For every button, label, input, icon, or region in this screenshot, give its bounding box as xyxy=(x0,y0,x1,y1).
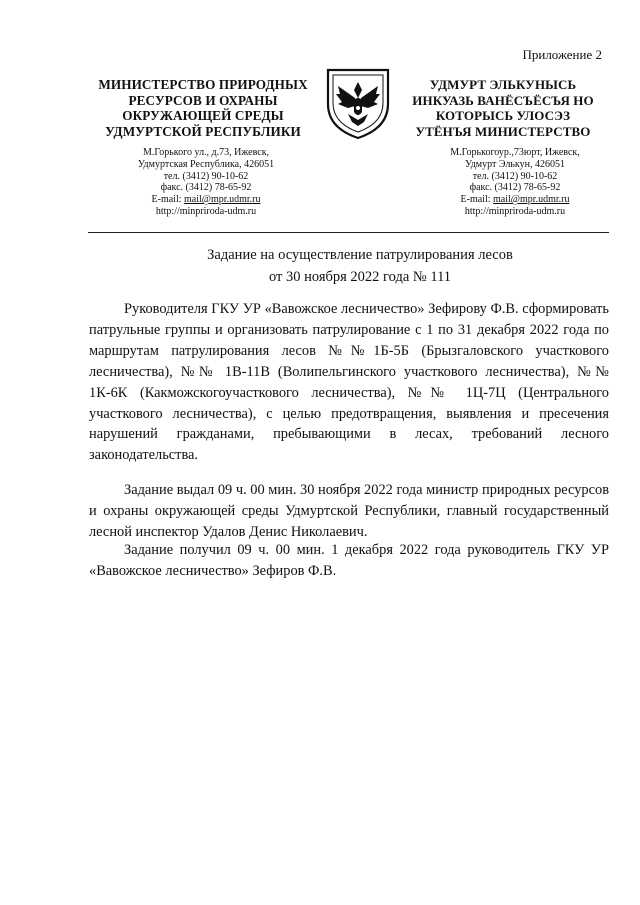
body-paragraph-received: Задание получил 09 ч. 00 мин. 1 декабря 2022 года руководитель ГКУ УР «Вавожское лесничество» Зефиров Ф.В. xyxy=(89,542,609,579)
document-title xyxy=(150,244,570,288)
ministry-name-udmurt xyxy=(396,77,610,139)
ministry-name-line: ОКРУЖАЮЩЕЙ СРЕДЫ xyxy=(122,108,284,123)
appendix-label: Приложение 2 xyxy=(522,47,602,62)
address-line: М.Горького ул., д.73, Ижевск, xyxy=(142,147,270,158)
title-line: Задание на осуществление патрулирования лесов xyxy=(207,247,513,263)
email-label: E-mail: xyxy=(460,194,494,206)
address-line: Удмурт Элькун, 426051 xyxy=(465,158,565,170)
ministry-name-line: КОТОРЫСЬ УЛОСЭЗ xyxy=(435,108,571,123)
address-line: Удмуртская Республика, 426051 xyxy=(137,158,275,170)
header-divider xyxy=(88,232,609,233)
ministry-name-line: УДМУРТСКОЙ РЕСПУБЛИКИ xyxy=(105,123,301,139)
contacts-udmurt xyxy=(418,147,612,218)
address-line: М.Горькогоур.,73юрт, Ижевск, xyxy=(450,147,580,158)
ministry-name-line: УТЁНЪЯ МИНИСТЕРСТВО xyxy=(415,123,591,139)
body-paragraph-issued: Задание выдал 09 ч. 00 мин. 30 ноября 2022 года министр природных ресурсов и охраны окружающей среды Удмуртской Республики, главный государственный лесной инспектор Удалов Денис Николаевич. xyxy=(89,482,609,540)
phone-line: тел. (3412) 90-10-62 xyxy=(163,170,249,182)
coat-of-arms-icon xyxy=(324,64,392,140)
website-link[interactable]: http://minpriroda-udm.ru xyxy=(155,205,257,217)
email-line xyxy=(418,194,612,206)
fax-line: факс. (3412) 78-65-92 xyxy=(469,182,561,194)
email-line xyxy=(122,194,290,206)
title-line: от 30 ноября 2022 года № 111 xyxy=(268,269,452,285)
email-link[interactable]: mail@mpr.udmr.ru xyxy=(493,194,570,206)
website-link[interactable]: http://minpriroda-udm.ru xyxy=(464,205,566,217)
ministry-name-line: ИНКУАЗЬ ВАНЁСЪЁСЪЯ НО xyxy=(412,92,594,108)
fax-line: факс. (3412) 78-65-92 xyxy=(160,182,252,194)
ministry-name-line: РЕСУРСОВ И ОХРАНЫ xyxy=(128,92,278,108)
contacts-russian xyxy=(122,147,290,218)
ministry-name-line: УДМУРТ ЭЛЬКУНЫСЬ xyxy=(429,77,577,92)
body-paragraph-instruction: Руководителя ГКУ УР «Вавожское лесничество» Зефирову Ф.В. сформировать патрульные группы и организовать патрулирование с 1 по 31 декабря 2022 года по маршрутам патрулирования лесов №№1Б-5Б (Брызгаловского участкового лесничества), №№ 1В-11В (Волипельгинского участкового лесничества), №№ 1К-6К (Какможскогоучасткового лесничества), №№ 1Ц-7Ц (Центрального участкового лесничества), с целью предотвращения, выявления и пресечения нарушений гражданами, пребывающими в лесах, требований лесного законодательства. xyxy=(89,301,609,464)
email-link[interactable]: mail@mpr.udmr.ru xyxy=(184,194,261,206)
ministry-name-line: МИНИСТЕРСТВО ПРИРОДНЫХ xyxy=(98,77,308,92)
email-label: E-mail: xyxy=(151,194,185,206)
phone-line: тел. (3412) 90-10-62 xyxy=(472,170,558,182)
ministry-name-russian xyxy=(84,77,322,139)
